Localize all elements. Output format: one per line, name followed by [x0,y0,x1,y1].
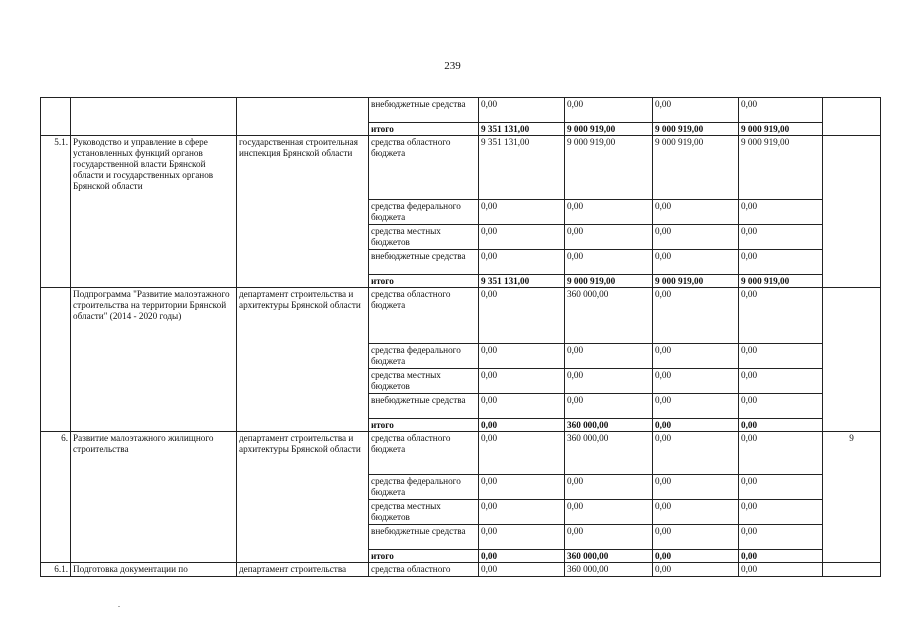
table-row [41,432,881,475]
amount-cell: 0,00 [739,550,823,563]
amount-cell: 360 000,00 [565,432,653,475]
indicator-number [823,98,881,136]
table-row [41,98,881,123]
amount-cell: 0,00 [479,475,565,500]
funding-source: внебюджетные средства [369,250,479,275]
amount-cell: 360 000,00 [565,563,653,577]
funding-source: средства федерального бюджета [369,475,479,500]
amount-cell: 9 000 919,00 [653,275,739,288]
amount-cell: 0,00 [565,200,653,225]
amount-cell: 0,00 [739,200,823,225]
amount-cell: 0,00 [653,200,739,225]
amount-cell: 0,00 [653,394,739,419]
item-number [41,98,71,136]
amount-cell: 0,00 [565,525,653,550]
amount-cell: 0,00 [479,250,565,275]
amount-cell: 0,00 [739,288,823,344]
item-name: Подпрограмма "Развитие малоэтажного строительства на территории Брянской области" (2014 - 2020 годы) [71,288,237,432]
item-number [41,288,71,432]
amount-cell: 9 351 131,00 [479,136,565,200]
funding-source: средства областного [369,563,479,577]
amount-cell: 9 000 919,00 [653,123,739,136]
funding-source: средства областного бюджета [369,136,479,200]
executor-name: департамент строительства [237,563,369,577]
item-number: 5.1. [41,136,71,288]
amount-cell: 9 000 919,00 [739,123,823,136]
amount-cell: 360 000,00 [565,419,653,432]
indicator-number: 9 [823,432,881,563]
item-number: 6.1. [41,563,71,577]
amount-cell: 0,00 [479,563,565,577]
amount-cell: 9 000 919,00 [565,123,653,136]
amount-cell: 0,00 [653,419,739,432]
executor-name: государственная строительная инспекция Брянской области [237,136,369,288]
funding-source: средства местных бюджетов [369,225,479,250]
funding-source: внебюджетные средства [369,98,479,123]
amount-cell: 360 000,00 [565,550,653,563]
funding-source: итого [369,123,479,136]
funding-source: итого [369,419,479,432]
amount-cell: 0,00 [565,98,653,123]
amount-cell: 0,00 [739,525,823,550]
amount-cell: 360 000,00 [565,288,653,344]
funding-source: итого [369,550,479,563]
amount-cell: 9 351 131,00 [479,275,565,288]
item-name [71,98,237,136]
budget-table [40,97,881,577]
amount-cell: 0,00 [653,225,739,250]
amount-cell: 0,00 [653,98,739,123]
executor-name [237,98,369,136]
amount-cell: 0,00 [739,369,823,394]
item-name: Развитие малоэтажного жилищного строительства [71,432,237,563]
amount-cell: 0,00 [565,369,653,394]
amount-cell: 9 000 919,00 [739,136,823,200]
amount-cell: 0,00 [479,432,565,475]
funding-source: средства областного бюджета [369,288,479,344]
amount-cell: 0,00 [653,525,739,550]
amount-cell: 0,00 [653,344,739,369]
amount-cell: 9 351 131,00 [479,123,565,136]
amount-cell: 0,00 [565,500,653,525]
amount-cell: 0,00 [479,225,565,250]
amount-cell: 0,00 [653,550,739,563]
page-number: 239 [444,60,461,72]
funding-source: средства федерального бюджета [369,344,479,369]
amount-cell: 0,00 [653,475,739,500]
funding-source: средства местных бюджетов [369,369,479,394]
item-number: 6. [41,432,71,563]
amount-cell: 0,00 [479,419,565,432]
funding-source: средства федерального бюджета [369,200,479,225]
amount-cell: 0,00 [653,432,739,475]
amount-cell: 0,00 [739,225,823,250]
amount-cell: 0,00 [653,369,739,394]
amount-cell: 0,00 [565,225,653,250]
indicator-number [823,563,881,577]
amount-cell: 0,00 [739,98,823,123]
scan-artifact [118,606,120,607]
amount-cell: 0,00 [479,550,565,563]
amount-cell: 0,00 [479,288,565,344]
funding-source: средства областного бюджета [369,432,479,475]
amount-cell: 0,00 [565,475,653,500]
amount-cell: 0,00 [479,394,565,419]
table-row [41,288,881,344]
amount-cell: 0,00 [479,500,565,525]
amount-cell: 0,00 [739,394,823,419]
amount-cell: 0,00 [739,563,823,577]
amount-cell: 0,00 [479,344,565,369]
amount-cell: 0,00 [479,525,565,550]
amount-cell: 0,00 [653,500,739,525]
item-name: Руководство и управление в сфере установленных функций органов государственной власти Брянской области и государственных органов Брянской области [71,136,237,288]
funding-source: внебюджетные средства [369,525,479,550]
amount-cell: 9 000 919,00 [653,136,739,200]
table-row [41,563,881,577]
amount-cell: 0,00 [653,250,739,275]
amount-cell: 0,00 [479,200,565,225]
amount-cell: 0,00 [479,98,565,123]
amount-cell: 0,00 [565,250,653,275]
amount-cell: 0,00 [739,344,823,369]
amount-cell: 0,00 [479,369,565,394]
amount-cell: 0,00 [739,250,823,275]
amount-cell: 0,00 [653,288,739,344]
amount-cell: 0,00 [739,432,823,475]
funding-source: средства местных бюджетов [369,500,479,525]
amount-cell: 0,00 [739,500,823,525]
amount-cell: 0,00 [739,419,823,432]
indicator-number [823,136,881,288]
amount-cell: 9 000 919,00 [565,275,653,288]
executor-name: департамент строительства и архитектуры Брянской области [237,288,369,432]
table-row [41,136,881,200]
amount-cell: 9 000 919,00 [565,136,653,200]
funding-source: внебюджетные средства [369,394,479,419]
amount-cell: 0,00 [565,344,653,369]
amount-cell: 0,00 [739,475,823,500]
indicator-number [823,288,881,432]
executor-name: департамент строительства и архитектуры Брянской области [237,432,369,563]
amount-cell: 0,00 [565,394,653,419]
funding-source: итого [369,275,479,288]
item-name: Подготовка документации по [71,563,237,577]
amount-cell: 0,00 [653,563,739,577]
amount-cell: 9 000 919,00 [739,275,823,288]
